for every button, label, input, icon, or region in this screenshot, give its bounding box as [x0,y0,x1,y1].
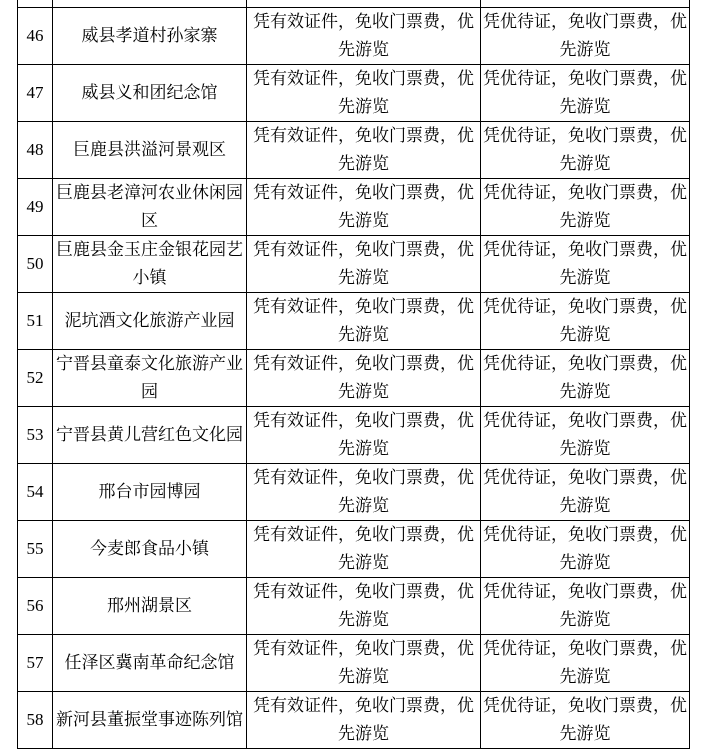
table-row [18,578,690,635]
row-number: 52 [18,350,53,407]
attraction-name: 邢台市园博园 [53,464,247,521]
policy-valid-cert: 凭有效证件，免收门票费，优先游览 [247,8,481,65]
row-number: 56 [18,578,53,635]
attraction-name: 今麦郎食品小镇 [53,521,247,578]
policy-preferential-cert: 凭优待证，免收门票费，优先游览 [481,464,690,521]
attraction-name: 威县义和团纪念馆 [53,65,247,122]
policy-valid-cert: 凭有效证件，免收门票费，优先游览 [247,122,481,179]
policy-preferential-cert: 凭优待证，免收门票费，优先游览 [481,8,690,65]
row-number: 51 [18,293,53,350]
policy-valid-cert: 凭有效证件，免收门票费，优先游览 [247,464,481,521]
policy-valid-cert: 凭有效证件，免收门票费，优先游览 [247,521,481,578]
policy-preferential-cert: 凭优待证，免收门票费，优先游览 [481,65,690,122]
policy-preferential-cert: 凭优待证，免收门票费，优先游览 [481,293,690,350]
policy-valid-cert: 凭有效证件，免收门票费，优先游览 [247,179,481,236]
clipped-cell [481,0,690,8]
clipped-cell [18,0,53,8]
policy-valid-cert: 凭有效证件，免收门票费，优先游览 [247,578,481,635]
attraction-name: 巨鹿县金玉庄金银花园艺小镇 [53,236,247,293]
row-number: 48 [18,122,53,179]
table-row [18,521,690,578]
policy-preferential-cert: 凭优待证，免收门票费，优先游览 [481,122,690,179]
policy-preferential-cert: 凭优待证，免收门票费，优先游览 [481,179,690,236]
attraction-name: 邢州湖景区 [53,578,247,635]
attraction-name: 宁晋县黄儿营红色文化园 [53,407,247,464]
row-number: 55 [18,521,53,578]
policy-valid-cert: 凭有效证件，免收门票费，优先游览 [247,293,481,350]
table-row [18,122,690,179]
clipped-cell [247,0,481,8]
table-row [18,407,690,464]
policy-preferential-cert: 凭优待证，免收门票费，优先游览 [481,350,690,407]
policy-preferential-cert: 凭优待证，免收门票费，优先游览 [481,635,690,692]
attraction-name: 新河县董振堂事迹陈列馆 [53,692,247,749]
table-row [18,8,690,65]
attraction-name: 任泽区冀南革命纪念馆 [53,635,247,692]
policy-valid-cert: 凭有效证件，免收门票费，优先游览 [247,407,481,464]
table-row [18,179,690,236]
table-row [18,635,690,692]
row-number: 47 [18,65,53,122]
table-row [18,65,690,122]
row-number: 54 [18,464,53,521]
row-number: 53 [18,407,53,464]
policy-preferential-cert: 凭优待证，免收门票费，优先游览 [481,692,690,749]
attraction-name: 巨鹿县老漳河农业休闲园区 [53,179,247,236]
attraction-name: 宁晋县童泰文化旅游产业园 [53,350,247,407]
clipped-top-row [18,0,690,8]
table-row [18,692,690,749]
attraction-name: 巨鹿县洪溢河景观区 [53,122,247,179]
table-row [18,350,690,407]
table-row [18,293,690,350]
clipped-cell [53,0,247,8]
policy-preferential-cert: 凭优待证，免收门票费，优先游览 [481,578,690,635]
row-number: 58 [18,692,53,749]
policy-preferential-cert: 凭优待证，免收门票费，优先游览 [481,521,690,578]
table-row [18,464,690,521]
attractions-policy-table [17,0,690,749]
policy-valid-cert: 凭有效证件，免收门票费，优先游览 [247,65,481,122]
row-number: 49 [18,179,53,236]
policy-valid-cert: 凭有效证件，免收门票费，优先游览 [247,350,481,407]
policy-valid-cert: 凭有效证件，免收门票费，优先游览 [247,635,481,692]
policy-valid-cert: 凭有效证件，免收门票费，优先游览 [247,236,481,293]
attraction-name: 威县孝道村孙家寨 [53,8,247,65]
table-row [18,236,690,293]
attraction-name: 泥坑酒文化旅游产业园 [53,293,247,350]
row-number: 50 [18,236,53,293]
policy-valid-cert: 凭有效证件，免收门票费，优先游览 [247,692,481,749]
row-number: 57 [18,635,53,692]
policy-preferential-cert: 凭优待证，免收门票费，优先游览 [481,407,690,464]
policy-preferential-cert: 凭优待证，免收门票费，优先游览 [481,236,690,293]
row-number: 46 [18,8,53,65]
